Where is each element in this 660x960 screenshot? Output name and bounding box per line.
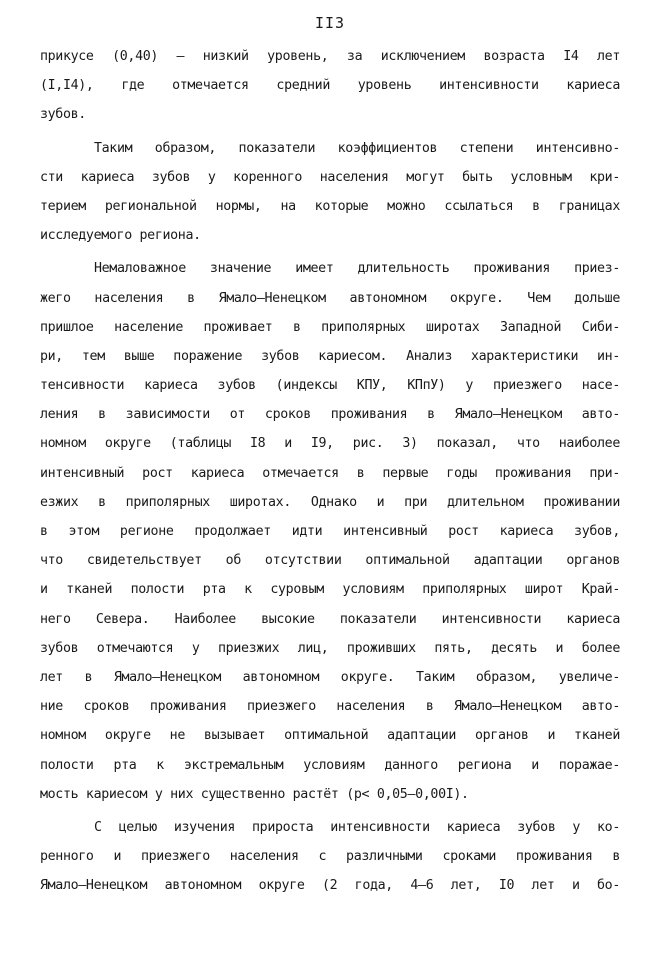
text-line: лет в Ямало–Ненецком автономном округе. Таким образом, увеличе- xyxy=(40,669,620,685)
text-line: терием региональной нормы, на которые можно ссылаться в границах xyxy=(40,198,620,214)
text-line: интенсивный рост кариеса отмечается в первые годы проживания при- xyxy=(40,465,620,481)
text-line: ренного и приезжего населения с различными сроками проживания в xyxy=(40,849,620,865)
text-line: исследуемого региона. xyxy=(40,228,201,244)
paragraph-2 xyxy=(40,134,620,251)
paragraph-3 xyxy=(40,254,620,809)
document-body xyxy=(40,42,620,900)
text-line: ри, тем выше поражение зубов кариесом. Анализ характеристики ин- xyxy=(40,348,620,364)
text-line: что свидетельствует об отсутствии оптимальной адаптации органов xyxy=(40,553,620,569)
text-line: езжих в приполярных широтах. Однако и при длительном проживании xyxy=(40,494,620,510)
text-line: Таким образом, показатели коэффициентов степени интенсивно- xyxy=(94,140,620,156)
text-line: и тканей полости рта к суровым условиям приполярных широт Край- xyxy=(40,582,620,598)
text-line: (I,I4), где отмечается средний уровень интенсивности кариеса xyxy=(40,78,620,94)
paragraph-1 xyxy=(40,42,620,130)
text-line: зубов. xyxy=(40,107,86,123)
text-line: полости рта к экстремальным условиям данного региона и поражае- xyxy=(40,757,620,773)
text-line: в этом регионе продолжает идти интенсивный рост кариеса зубов, xyxy=(40,524,620,539)
text-line: пришлое население проживает в приполярных широтах Западной Сиби- xyxy=(40,319,620,335)
text-line: мость кариесом у них существенно растёт (р< 0,05–0,00I). xyxy=(40,786,469,802)
text-line: жего населения в Ямало–Ненецком автономном округе. Чем дольше xyxy=(40,290,620,306)
text-line: сти кариеса зубов у коренного населения могут быть условным кри- xyxy=(40,169,620,185)
text-line: тенсивности кариеса зубов (индексы КПУ, КПпУ) у приезжего насе- xyxy=(40,378,620,394)
text-line: номном округе (таблицы I8 и I9, рис. 3) показал, что наиболее xyxy=(40,436,620,452)
page-number: II3 xyxy=(314,14,346,32)
paragraph-4 xyxy=(40,813,620,901)
text-line: Немаловажное значение имеет длительность проживания приез- xyxy=(94,261,620,277)
text-line: Ямало–Ненецком автономном округе (2 года, 4–6 лет, I0 лет и бо- xyxy=(40,878,620,894)
text-line: зубов отмечаются у приезжих лиц, проживших пять, десять и более xyxy=(40,640,620,656)
text-line: прикусе (0,40) – низкий уровень, за исключением возраста I4 лет xyxy=(40,49,620,64)
text-line: номном округе не вызывает оптимальной адаптации органов и тканей xyxy=(40,728,620,744)
text-line: ние сроков проживания приезжего населения в Ямало–Ненецком авто- xyxy=(40,699,620,715)
text-line: него Севера. Наиболее высокие показатели интенсивности кариеса xyxy=(40,611,620,627)
text-line: С целью изучения прироста интенсивности кариеса зубов у ко- xyxy=(94,819,620,835)
text-line: ления в зависимости от сроков проживания в Ямало–Ненецком авто- xyxy=(40,407,620,423)
